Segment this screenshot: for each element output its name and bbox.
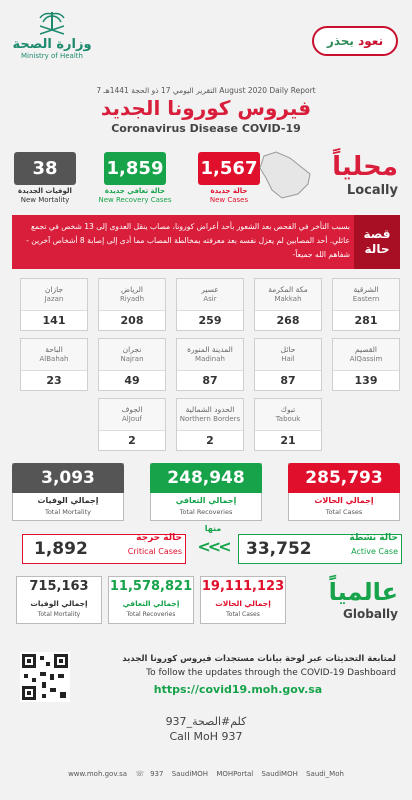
footer-youtube-link[interactable]: SaudiMOH [261, 770, 298, 778]
qr-code-icon[interactable] [20, 652, 70, 702]
new-cases-label-en: New Cases [209, 196, 249, 204]
region-card [254, 278, 322, 331]
region-name-en: Najran [120, 355, 144, 363]
active-cases-value: 33,752 [246, 539, 312, 559]
moh-name-en: Ministry of Health [21, 52, 83, 60]
region-card [176, 278, 244, 331]
active-cases-label-en: Active Case [351, 547, 398, 556]
region-name-ar: الحدود الشمالية [185, 405, 235, 414]
dashboard-text-en: To follow the updates through the COVID-19 Dashboard [146, 668, 396, 678]
region-name-en: AlBahah [39, 355, 69, 363]
return-cautiously-badge [312, 26, 398, 56]
global-cases-label-en: Total Cases [226, 611, 260, 618]
region-name-en: AlQassim [349, 355, 383, 363]
critical-cases-value: 1,892 [34, 539, 88, 559]
region-cases: 281 [333, 310, 399, 330]
region-card [176, 338, 244, 391]
global-recoveries-card [108, 576, 194, 624]
page-title-en: Coronavirus Disease COVID-19 [111, 122, 301, 135]
footer-snapchat-link[interactable]: Saudi_Moh [306, 770, 344, 778]
region-name-ar: الشرقية [353, 285, 379, 294]
local-title-en: Locally [346, 183, 398, 198]
footer-twitter-link[interactable]: SaudiMOH [171, 770, 209, 778]
region-name-en: Madinah [195, 355, 225, 363]
region-cases: 208 [99, 310, 165, 330]
global-mortality-value: 715,163 [29, 579, 89, 594]
total-recoveries-label-en: Total Recoveries [179, 508, 233, 516]
critical-cases-label-ar: حالة حرجة [136, 533, 182, 543]
new-recoveries-label-ar: حالة تعافي جديدة [104, 187, 166, 195]
chevrons-left-icon: <<< [197, 537, 229, 556]
dashboard-text-ar: لمتابعة التحديثات عبر لوحة بيانات مستجدات فيروس كورونا الجديد [122, 654, 396, 664]
case-story-label-line1: قصة [363, 227, 391, 241]
region-name-en: Tabouk [275, 415, 301, 423]
new-mortality-value: 38 [14, 152, 76, 185]
total-cases-label-en: Total Cases [325, 508, 363, 516]
region-card [254, 398, 322, 451]
region-cases: 259 [177, 310, 243, 330]
case-story-text: بسبب التأخر في الفحص بعد الشعور بأحد أعراض كورونا، مصاب ينقل العدوى إلى 13 شخص في تجمع عائلي. أحد المصابين لم يعزل نفسه بعد معرفته بمخالطة المصاب مما أدى إلى إصابة 8 أشخاص آخرين - شفاهم الله جميعاً- [26, 222, 350, 259]
region-name-ar: مكة المكرمة [268, 285, 308, 294]
total-recoveries-value: 248,948 [150, 463, 262, 493]
region-name-ar: جازان [44, 285, 64, 294]
region-name-ar: عسير [201, 285, 219, 294]
moh-name-ar: وزارة الصحة [12, 37, 92, 52]
global-recoveries-label-ar: إجمالي التعافي [122, 599, 180, 608]
region-name-en: Northern Borders [179, 415, 241, 423]
total-cases-label-ar: إجمالي الحالات [314, 496, 374, 505]
region-cases: 87 [177, 370, 243, 390]
total-recoveries-label-ar: إجمالي التعافي [175, 496, 237, 505]
new-recoveries-label-en: New Recovery Cases [98, 196, 172, 204]
badge-part1: نعود [358, 34, 384, 48]
region-cases: 23 [21, 370, 87, 390]
moh-logo [12, 10, 92, 61]
palm-swords-icon [34, 10, 70, 36]
region-cases: 21 [255, 430, 321, 450]
new-recoveries-value: 1,859 [104, 152, 166, 185]
footer-links [0, 770, 412, 792]
call-text-en: Call MoH 937 [169, 730, 243, 743]
total-cases-value: 285,793 [288, 463, 400, 493]
region-card [98, 278, 166, 331]
badge-part2: بحذر [326, 34, 354, 48]
region-card [176, 398, 244, 451]
of-which-label: منها [204, 524, 222, 533]
total-mortality-label-en: Total Mortality [44, 508, 92, 516]
region-name-en: Hail [281, 355, 295, 363]
region-cases: 268 [255, 310, 321, 330]
new-mortality-label-en: New Mortality [20, 196, 70, 204]
footer-portal-link[interactable]: MOHPortal [216, 770, 254, 778]
region-name-en: AlJouf [122, 415, 142, 423]
region-name-ar: المدينة المنورة [187, 345, 233, 354]
footer-phone-link[interactable]: 937 [150, 770, 164, 778]
page-title-ar: فيروس كورونا الجديد [100, 96, 312, 120]
region-card [98, 398, 166, 451]
footer-website-link[interactable]: www.moh.gov.sa [68, 770, 128, 778]
global-mortality-label-en: Total Mortality [37, 611, 81, 618]
region-card [332, 278, 400, 331]
dashboard-link[interactable]: https://covid19.moh.gov.sa [153, 683, 323, 696]
region-name-en: Eastern [352, 295, 380, 303]
saudi-map-icon [256, 150, 316, 202]
region-name-ar: القصيم [355, 345, 377, 354]
case-story-label [354, 215, 400, 269]
active-cases-label-ar: حالة نشطة [349, 533, 398, 543]
global-cases-label-ar: إجمالي الحالات [215, 599, 271, 608]
region-card [20, 338, 88, 391]
region-name-en: Asir [203, 295, 217, 303]
region-cases: 87 [255, 370, 321, 390]
daily-report-line: التقرير اليومي 17 ذو الحجة 1441هـ 7 August 2020 Daily Report [96, 86, 316, 95]
new-cases-value: 1,567 [198, 152, 260, 185]
global-cases-value: 19,111,123 [201, 579, 285, 594]
critical-cases-label-en: Critical Cases [127, 547, 182, 556]
region-card [254, 338, 322, 391]
region-name-ar: الرياض [121, 285, 143, 294]
total-mortality-label-ar: إجمالي الوفيات [37, 496, 99, 505]
region-card [20, 278, 88, 331]
global-title-en: Globally [343, 607, 398, 621]
region-name-ar: الباحة [45, 345, 63, 354]
global-recoveries-value: 11,578,821 [109, 579, 193, 594]
region-name-ar: حائل [280, 345, 296, 354]
region-cases: 141 [21, 310, 87, 330]
region-name-ar: الجوف [121, 405, 143, 414]
region-name-ar: نجران [122, 345, 142, 354]
case-story-banner [12, 215, 400, 269]
global-mortality-card [16, 576, 102, 624]
global-recoveries-label-en: Total Recoveries [126, 611, 176, 618]
region-card [332, 338, 400, 391]
region-name-ar: تبوك [280, 405, 296, 414]
new-cases-label-ar: حالة جديدة [210, 187, 248, 195]
region-cases: 139 [333, 370, 399, 390]
global-title-ar: عالمياً [328, 578, 398, 606]
local-title-ar: محلياً [332, 152, 398, 182]
region-cases: 2 [177, 430, 243, 450]
new-mortality-label-ar: الوفيات الجديدة [18, 187, 72, 195]
region-name-en: Makkah [274, 295, 302, 303]
total-mortality-value: 3,093 [12, 463, 124, 493]
call-hashtag-ar: كلم#الصحة_937 [165, 715, 247, 728]
global-cases-card [200, 576, 286, 624]
region-card [98, 338, 166, 391]
region-name-en: Riyadh [119, 295, 145, 303]
case-story-label-line2: حالة [364, 242, 390, 256]
region-name-en: Jazan [44, 295, 64, 303]
global-mortality-label-ar: إجمالي الوفيات [30, 599, 88, 608]
region-cases: 2 [99, 430, 165, 450]
phone-icon: ☏ [135, 770, 145, 778]
region-cases: 49 [99, 370, 165, 390]
